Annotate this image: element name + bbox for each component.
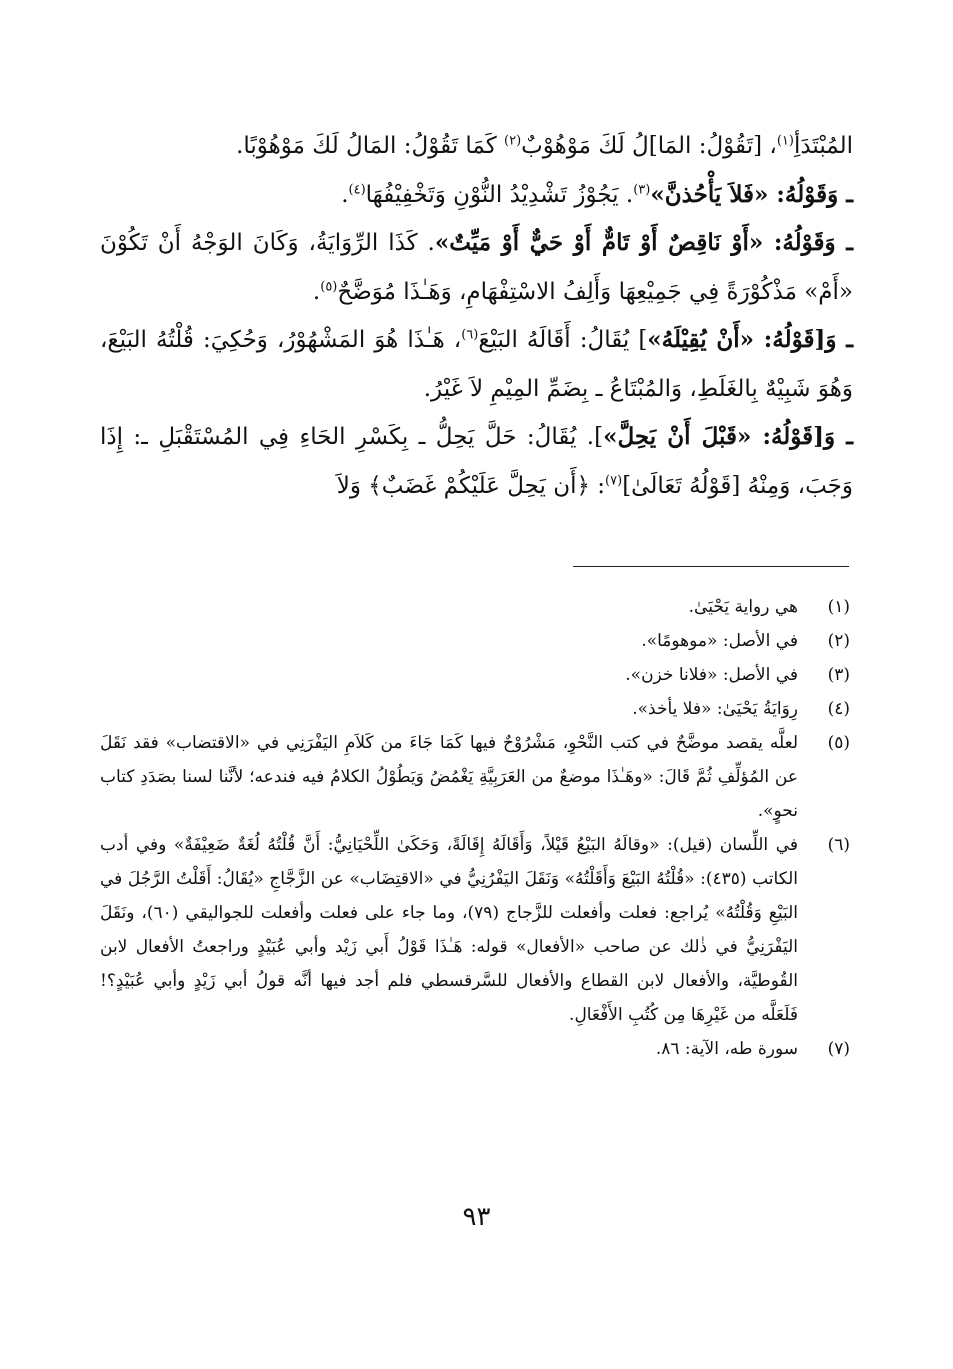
quoted-phrase: «فَلاَ يَأْحُذنَّ» bbox=[650, 180, 769, 208]
footnote-number: (٦) bbox=[827, 835, 850, 855]
footnote-number: (٢) bbox=[827, 631, 850, 651]
footnote-item bbox=[100, 692, 850, 726]
main-paragraph-1: المُبْتَدَأِ$^{(١)}$، [تَقُوْلُ: المَا]لُ لَكَ مَوْهُوْبٌ$^{(٢)}$ كَمَا تَقُوْلُ: المَالُ لَكَ مَوْهُوْبًا. bbox=[236, 133, 853, 159]
footnote-number: (١) bbox=[827, 597, 850, 617]
page-number: ٩٣ bbox=[462, 1202, 491, 1232]
footnote-item bbox=[100, 1032, 850, 1066]
main-paragraph-3: ـ وَقَوْلُهُ: «أَوْ نَاقِصٌ أَوْ تَامٌّ أَوْ حَيٌّ أَوْ مَيِّتٌ». كَذَا الرِّوَايَةُ، وَكَانَ الوَجْهُ أَنْ تَكُوْنَ «أَمْ» مَذْكُوْرَةً فِي جَمِيْعِهَا وَأَلِفُ الاسْتِفْهَامِ، وَهَـٰذَا مُوَضَّحٌ$^{(٥)}$. bbox=[100, 229, 853, 305]
footnote-item bbox=[100, 726, 850, 828]
footnote-text: رِوَايَةُ يَحْيَىٰ: «فلا يأخذ». bbox=[632, 699, 798, 719]
footnote-number: (٧) bbox=[827, 1039, 850, 1059]
main-paragraph-5: ـ وَ[قَوْلُهُ: «قَبْلَ أَنْ يَحِلَّ»]. يُقَالُ: حَلَّ يَحِلُّ ـ بِكَسْرِ الحَاءِ فِي المُسْتَقْبَلِ ـ: إِذَا وَجَبَ، وَمِنْهُ [قَوْلُهُ تَعَالَىٰ]$^{(٧)}$: ﴿أَن يَحِلَّ عَلَيْكُمْ غَضَبٌ﴾ وَلاَ bbox=[100, 423, 853, 499]
footnote-item bbox=[100, 590, 850, 624]
footnote-ref: (٢) bbox=[504, 133, 522, 149]
footnote-number: (٥) bbox=[827, 733, 850, 753]
footnote-ref: (٦) bbox=[461, 327, 479, 343]
footnote-ref: (٥) bbox=[320, 278, 338, 294]
footnote-ref: (٤) bbox=[348, 181, 366, 197]
footnote-ref: (١) bbox=[776, 133, 794, 149]
footnote-text: في اللِّسان (قيل): «وقالَهُ البَيْعُ قَيْلاً، وَأَقَالَهُ إِقَالَةً، وَحَكَىٰ اللِّحْيَانِيُّ: أَنَّ قُلْتُهُ لُغَةٌ ضَعِيْفَةٌ» وفي أدب الكاتب (٤٣٥): «قُلْتُهُ البَيْعَ وَأَقَلْتُهُ» وَنَقَلَ اليَفْرُنِيُّ في «الاقتِضَاب» عن الزَّجَّاجِ «يُقَالُ: أَقَلْتُ الرَّجُلَ في البَيْعِ وَقُلْتُهُ» يُراجع: فعلت وأفعلت للزَّجاج (٧٩)، وما جاء على فعلت وأفعلت للجواليقي (٦٠)، ونَقَلَ اليَفْرَنِيُّ في ذٰلك عن صاحب «الأفعال» قوله: هَـٰذَا قَوْلُ أَبي زَيْد وأبي عُبَيْدٍ وراجعتُ الأفعال لابن القُوطيَّة، والأفعال لابن القطاع والأفعال للسَّرقسطي فلم أجد فيها أنَّه قولُ أبي زَيْدٍ وأبي عُبَيْدٍ؟! فَلَعَلَّه من غَيْرِهَا مِن كُتُبِ الأَفْعَالِ. bbox=[100, 835, 798, 1025]
quoted-phrase: «قَبْلَ أَنْ يَحِلَّ» bbox=[603, 423, 752, 450]
footnote-ref: (٧) bbox=[605, 472, 623, 488]
footnotes bbox=[100, 590, 850, 1066]
footnote-ref: (٣) bbox=[633, 181, 651, 197]
footnote-item bbox=[100, 624, 850, 658]
quoted-phrase: «أَوْ نَاقِصٌ أَوْ تَامٌّ أَوْ حَيٌّ أَوْ مَيِّتٌ» bbox=[434, 229, 764, 256]
footnote-text: في الأصل: «فلانا خزن». bbox=[625, 665, 798, 685]
footnote-item bbox=[100, 658, 850, 692]
main-paragraph-4: ـ وَ[قَوْلُهُ: «أَنْ يُقِيْلَهُ»] يُقَالُ: أَقَالَهُ البَيْعَ$^{(٦)}$، هَـٰذَا هُوَ المَشْهُوْرُ، وَحُكِيَ: قُلْتُهُ البَيْعَ، وَهُوَ شَبِيْهٌ بِالغَلَطِ، وَالمُبْتَاعُ ـ بِضَمِّ المِيْمِ لاَ غَيْرُ. bbox=[100, 326, 853, 402]
footnote-text: لعلَّه يقصد موضَّحٌ في كتب النَّحْوِ، مَشْرُوْحٌ فيها كَمَا جَاءَ من كَلاَمِ اليَفْرَنِي في «الاقتضاب» فقد نَقَلَ عن المُؤلِّفِ ثُمَّ قَالَ: «وهَـٰذَا موضعٌ من العَرَبِيَّةِ يَغْمُضُ وَيَطُوْلُ الكلامُ فيه فندعه؛ لأنَّنا لسنا بصَدَدِ كتاب نحوٍ». bbox=[100, 733, 798, 821]
footnote-separator bbox=[573, 566, 849, 567]
footnote-text: سورة طه، الآية: ٨٦. bbox=[655, 1039, 798, 1059]
footnote-text: في الأصل: «موهومًا». bbox=[641, 631, 798, 651]
main-text bbox=[100, 122, 853, 510]
footnote-number: (٤) bbox=[827, 699, 850, 719]
footnote-text: هي رواية يَحْيَىٰ. bbox=[688, 597, 798, 617]
quoted-phrase: «أَنْ يُقِيْلَهُ» bbox=[647, 326, 755, 353]
main-paragraph-2: ـ وَقَوْلُهُ: «فَلاَ يَأْحُذنَّ»$^{(٣)}$. يَجُوْزُ تَشْدِيْدُ النُّوْنِ وَتَخْفِيْفُهَا$^{(٤)}$. bbox=[341, 180, 853, 208]
footnote-number: (٣) bbox=[827, 665, 850, 685]
footnote-item bbox=[100, 828, 850, 1032]
